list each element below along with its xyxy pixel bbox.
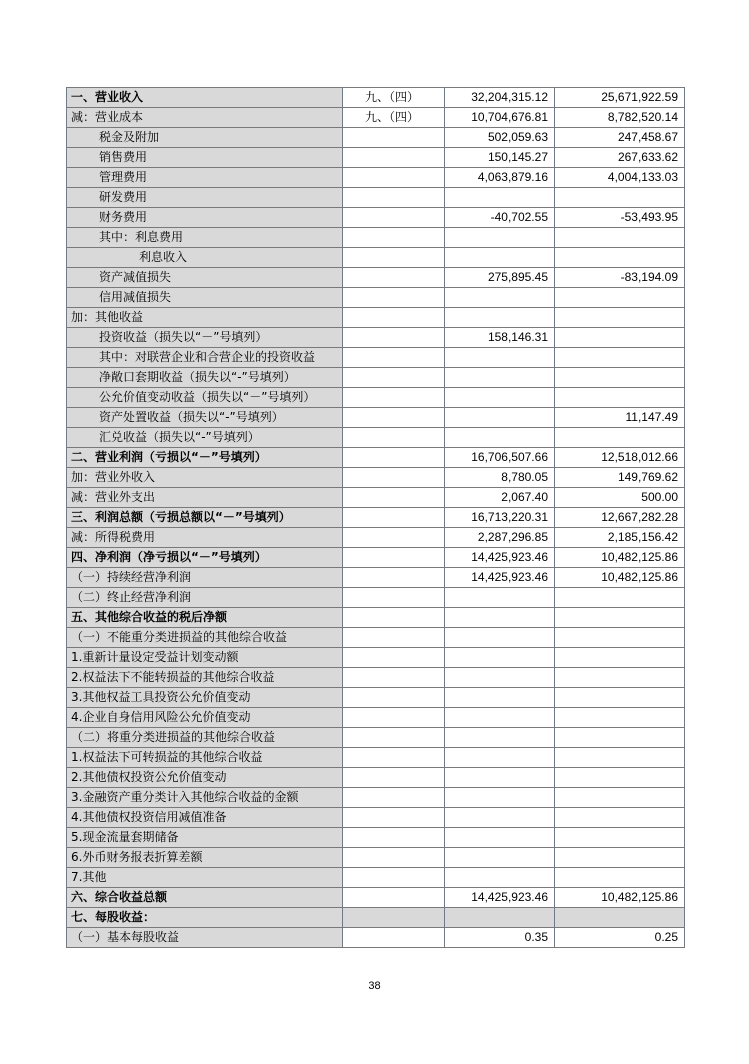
note-reference: 九、（四）	[343, 108, 445, 128]
current-period-amount: 158,146.31	[445, 328, 555, 348]
note-reference	[343, 708, 445, 728]
note-reference	[343, 588, 445, 608]
note-reference	[343, 288, 445, 308]
prior-period-amount	[555, 608, 685, 628]
table-row	[67, 148, 685, 168]
prior-period-amount: 10,482,125.86	[555, 888, 685, 908]
line-item-label: 财务费用	[67, 208, 343, 228]
table-row	[67, 488, 685, 508]
note-reference	[343, 308, 445, 328]
table-row	[67, 888, 685, 908]
line-item-label: 加：营业外收入	[67, 468, 343, 488]
table-row	[67, 628, 685, 648]
table-row	[67, 848, 685, 868]
prior-period-amount	[555, 588, 685, 608]
current-period-amount	[445, 808, 555, 828]
note-reference	[343, 848, 445, 868]
prior-period-amount: 500.00	[555, 488, 685, 508]
line-item-label: 三、利润总额（亏损总额以“－”号填列）	[67, 508, 343, 528]
note-reference: 九、（四）	[343, 88, 445, 108]
note-reference	[343, 448, 445, 468]
current-period-amount: 16,713,220.31	[445, 508, 555, 528]
note-reference	[343, 568, 445, 588]
note-reference	[343, 648, 445, 668]
table-row	[67, 668, 685, 688]
line-item-label: 6.外币财务报表折算差额	[67, 848, 343, 868]
note-reference	[343, 888, 445, 908]
current-period-amount: 14,425,923.46	[445, 888, 555, 908]
line-item-label: 3.金融资产重分类计入其他综合收益的金额	[67, 788, 343, 808]
note-reference	[343, 868, 445, 888]
current-period-amount	[445, 628, 555, 648]
page-number: 38	[368, 980, 381, 992]
prior-period-amount	[555, 848, 685, 868]
table-row	[67, 528, 685, 548]
note-reference	[343, 548, 445, 568]
current-period-amount: 150,145.27	[445, 148, 555, 168]
note-reference	[343, 128, 445, 148]
prior-period-amount	[555, 828, 685, 848]
current-period-amount	[445, 368, 555, 388]
current-period-amount	[445, 668, 555, 688]
line-item-label: 六、综合收益总额	[67, 888, 343, 908]
current-period-amount	[445, 748, 555, 768]
table-row	[67, 388, 685, 408]
prior-period-amount	[555, 728, 685, 748]
line-item-label: 加：其他收益	[67, 308, 343, 328]
current-period-amount	[445, 308, 555, 328]
prior-period-amount: 25,671,922.59	[555, 88, 685, 108]
prior-period-amount: 0.25	[555, 928, 685, 948]
line-item-label: 管理费用	[67, 168, 343, 188]
line-item-label: 二、营业利润（亏损以“－”号填列）	[67, 448, 343, 468]
line-item-label: 净敞口套期收益（损失以“-”号填列）	[67, 368, 343, 388]
table-row	[67, 568, 685, 588]
current-period-amount: 4,063,879.16	[445, 168, 555, 188]
line-item-label: （二）将重分类进损益的其他综合收益	[67, 728, 343, 748]
current-period-amount	[445, 408, 555, 428]
line-item-label: 公允价值变动收益（损失以“－”号填列）	[67, 388, 343, 408]
current-period-amount	[445, 728, 555, 748]
prior-period-amount: 12,518,012.66	[555, 448, 685, 468]
table-row	[67, 188, 685, 208]
prior-period-amount	[555, 228, 685, 248]
note-reference	[343, 808, 445, 828]
table-row	[67, 828, 685, 848]
note-reference	[343, 688, 445, 708]
prior-period-amount: 149,769.62	[555, 468, 685, 488]
table-row	[67, 788, 685, 808]
note-reference	[343, 508, 445, 528]
table-row	[67, 768, 685, 788]
prior-period-amount	[555, 688, 685, 708]
table-row	[67, 208, 685, 228]
note-reference	[343, 428, 445, 448]
income-statement-table	[66, 87, 685, 948]
prior-period-amount: 247,458.67	[555, 128, 685, 148]
prior-period-amount	[555, 328, 685, 348]
line-item-label: 4.其他债权投资信用减值准备	[67, 808, 343, 828]
prior-period-amount	[555, 388, 685, 408]
income-statement-body	[67, 88, 685, 948]
line-item-label: 税金及附加	[67, 128, 343, 148]
table-row	[67, 868, 685, 888]
line-item-label: 七、每股收益：	[67, 908, 343, 928]
prior-period-amount	[555, 708, 685, 728]
line-item-label: 销售费用	[67, 148, 343, 168]
note-reference	[343, 248, 445, 268]
line-item-label: 3.其他权益工具投资公允价值变动	[67, 688, 343, 708]
table-row	[67, 228, 685, 248]
prior-period-amount	[555, 868, 685, 888]
current-period-amount: 2,067.40	[445, 488, 555, 508]
current-period-amount: 32,204,315.12	[445, 88, 555, 108]
note-reference	[343, 348, 445, 368]
current-period-amount: 0.35	[445, 928, 555, 948]
note-reference	[343, 208, 445, 228]
prior-period-amount	[555, 748, 685, 768]
table-row	[67, 368, 685, 388]
table-row	[67, 108, 685, 128]
line-item-label: 投资收益（损失以“－”号填列）	[67, 328, 343, 348]
table-row	[67, 128, 685, 148]
note-reference	[343, 328, 445, 348]
line-item-label: 减：所得税费用	[67, 528, 343, 548]
prior-period-amount: 4,004,133.03	[555, 168, 685, 188]
line-item-label: 4.企业自身信用风险公允价值变动	[67, 708, 343, 728]
current-period-amount	[445, 428, 555, 448]
line-item-label: 其中：利息费用	[67, 228, 343, 248]
note-reference	[343, 828, 445, 848]
table-row	[67, 508, 685, 528]
table-row	[67, 288, 685, 308]
table-row	[67, 928, 685, 948]
table-row	[67, 268, 685, 288]
note-reference	[343, 488, 445, 508]
prior-period-amount	[555, 788, 685, 808]
prior-period-amount	[555, 768, 685, 788]
current-period-amount: 8,780.05	[445, 468, 555, 488]
prior-period-amount: 267,633.62	[555, 148, 685, 168]
prior-period-amount: -83,194.09	[555, 268, 685, 288]
current-period-amount: -40,702.55	[445, 208, 555, 228]
table-row	[67, 348, 685, 368]
line-item-label: 其中：对联营企业和合营企业的投资收益	[67, 348, 343, 368]
line-item-label: （二）终止经营净利润	[67, 588, 343, 608]
table-row	[67, 648, 685, 668]
note-reference	[343, 668, 445, 688]
line-item-label: 7.其他	[67, 868, 343, 888]
note-reference	[343, 388, 445, 408]
current-period-amount	[445, 288, 555, 308]
table-row	[67, 308, 685, 328]
current-period-amount	[445, 648, 555, 668]
current-period-amount: 14,425,923.46	[445, 568, 555, 588]
note-reference	[343, 168, 445, 188]
prior-period-amount: 8,782,520.14	[555, 108, 685, 128]
prior-period-amount	[555, 308, 685, 328]
current-period-amount: 14,425,923.46	[445, 548, 555, 568]
current-period-amount	[445, 608, 555, 628]
line-item-label: 研发费用	[67, 188, 343, 208]
line-item-label: 5.现金流量套期储备	[67, 828, 343, 848]
prior-period-amount: 10,482,125.86	[555, 548, 685, 568]
note-reference	[343, 188, 445, 208]
table-row	[67, 428, 685, 448]
current-period-amount: 10,704,676.81	[445, 108, 555, 128]
current-period-amount	[445, 908, 555, 928]
note-reference	[343, 368, 445, 388]
current-period-amount: 502,059.63	[445, 128, 555, 148]
table-row	[67, 688, 685, 708]
table-row	[67, 808, 685, 828]
note-reference	[343, 608, 445, 628]
current-period-amount	[445, 348, 555, 368]
prior-period-amount	[555, 908, 685, 928]
line-item-label: 2.权益法下不能转损益的其他综合收益	[67, 668, 343, 688]
table-row	[67, 588, 685, 608]
prior-period-amount	[555, 648, 685, 668]
current-period-amount	[445, 228, 555, 248]
note-reference	[343, 928, 445, 948]
line-item-label: 汇兑收益（损失以“-”号填列）	[67, 428, 343, 448]
table-row	[67, 908, 685, 928]
note-reference	[343, 788, 445, 808]
note-reference	[343, 908, 445, 928]
line-item-label: 资产处置收益（损失以“-”号填列）	[67, 408, 343, 428]
note-reference	[343, 228, 445, 248]
table-row	[67, 548, 685, 568]
current-period-amount: 275,895.45	[445, 268, 555, 288]
line-item-label: 一、营业收入	[67, 88, 343, 108]
prior-period-amount	[555, 668, 685, 688]
note-reference	[343, 748, 445, 768]
current-period-amount	[445, 788, 555, 808]
line-item-label: 利息收入	[67, 248, 343, 268]
prior-period-amount: 10,482,125.86	[555, 568, 685, 588]
current-period-amount	[445, 588, 555, 608]
table-row	[67, 88, 685, 108]
table-row	[67, 328, 685, 348]
prior-period-amount: 12,667,282.28	[555, 508, 685, 528]
line-item-label: 2.其他债权投资公允价值变动	[67, 768, 343, 788]
table-row	[67, 748, 685, 768]
line-item-label: 资产减值损失	[67, 268, 343, 288]
table-row	[67, 168, 685, 188]
line-item-label: （一）不能重分类进损益的其他综合收益	[67, 628, 343, 648]
note-reference	[343, 268, 445, 288]
current-period-amount: 16,706,507.66	[445, 448, 555, 468]
current-period-amount	[445, 688, 555, 708]
prior-period-amount: 11,147.49	[555, 408, 685, 428]
prior-period-amount	[555, 248, 685, 268]
prior-period-amount	[555, 808, 685, 828]
note-reference	[343, 628, 445, 648]
table-row	[67, 728, 685, 748]
note-reference	[343, 468, 445, 488]
note-reference	[343, 728, 445, 748]
line-item-label: 四、净利润（净亏损以“－”号填列）	[67, 548, 343, 568]
current-period-amount	[445, 828, 555, 848]
prior-period-amount	[555, 188, 685, 208]
table-row	[67, 468, 685, 488]
current-period-amount	[445, 768, 555, 788]
line-item-label: 减：营业成本	[67, 108, 343, 128]
table-row	[67, 708, 685, 728]
current-period-amount	[445, 868, 555, 888]
prior-period-amount	[555, 628, 685, 648]
table-row	[67, 448, 685, 468]
current-period-amount	[445, 188, 555, 208]
line-item-label: 信用减值损失	[67, 288, 343, 308]
prior-period-amount: 2,185,156.42	[555, 528, 685, 548]
line-item-label: 五、其他综合收益的税后净额	[67, 608, 343, 628]
prior-period-amount: -53,493.95	[555, 208, 685, 228]
note-reference	[343, 528, 445, 548]
line-item-label: 1.重新计量设定受益计划变动额	[67, 648, 343, 668]
current-period-amount	[445, 388, 555, 408]
current-period-amount	[445, 848, 555, 868]
note-reference	[343, 408, 445, 428]
prior-period-amount	[555, 348, 685, 368]
line-item-label: 1.权益法下可转损益的其他综合收益	[67, 748, 343, 768]
current-period-amount	[445, 248, 555, 268]
note-reference	[343, 148, 445, 168]
prior-period-amount	[555, 428, 685, 448]
table-row	[67, 408, 685, 428]
note-reference	[343, 768, 445, 788]
line-item-label: 减：营业外支出	[67, 488, 343, 508]
line-item-label: （一）持续经营净利润	[67, 568, 343, 588]
line-item-label: （一）基本每股收益	[67, 928, 343, 948]
table-row	[67, 608, 685, 628]
prior-period-amount	[555, 368, 685, 388]
table-row	[67, 248, 685, 268]
prior-period-amount	[555, 288, 685, 308]
current-period-amount	[445, 708, 555, 728]
current-period-amount: 2,287,296.85	[445, 528, 555, 548]
